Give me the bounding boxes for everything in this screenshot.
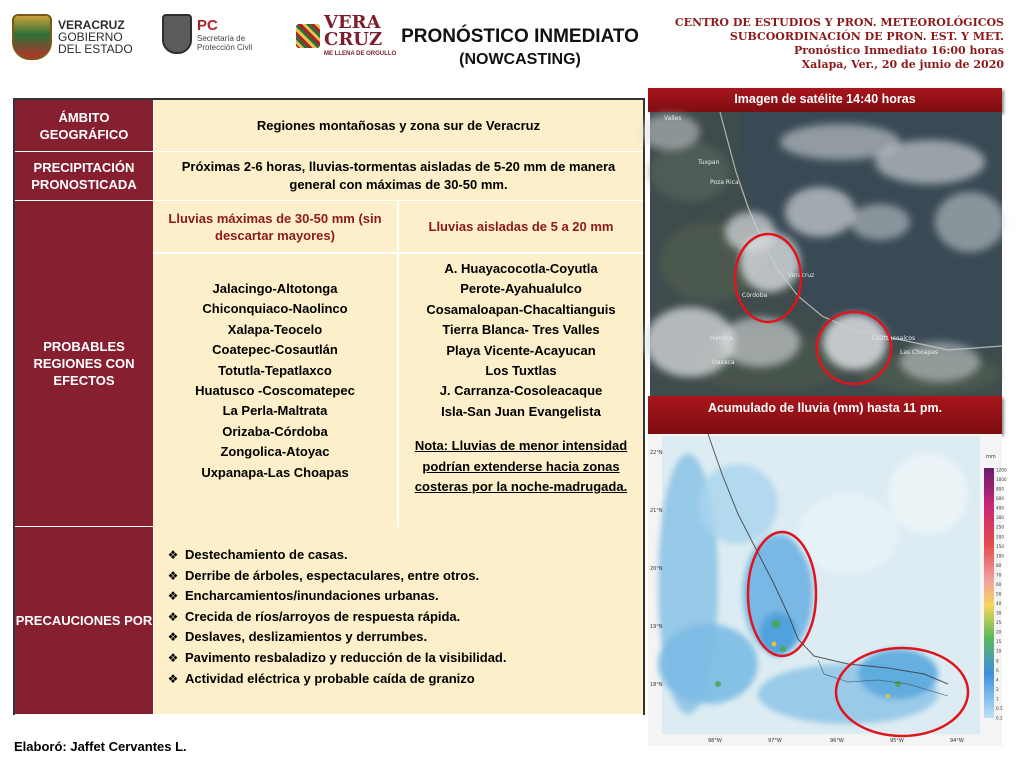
veracruz-orgullo-logo bbox=[296, 14, 396, 57]
y-tick: 19°N bbox=[650, 624, 663, 630]
row-precauciones bbox=[15, 527, 643, 715]
scale-label: 0.5 bbox=[996, 705, 1003, 711]
precaution-item bbox=[166, 566, 643, 587]
list-item: Totutla-Tepatlaxco bbox=[218, 362, 332, 378]
diamond-bullet-icon: ❖ bbox=[167, 548, 179, 562]
precaution-text: Actividad eléctrica y probable caída de granizo bbox=[185, 670, 475, 686]
color-scale bbox=[984, 468, 994, 718]
author-credit: Elaboró: Jaffet Cervantes L. bbox=[14, 739, 187, 754]
list-item: A. Huayacocotla-Coyutla bbox=[444, 261, 598, 276]
precaution-item bbox=[166, 669, 643, 690]
pc-line2: Protección Civil bbox=[197, 42, 253, 52]
list-item: Zongolica-Atoyac bbox=[220, 444, 330, 460]
pc-line1: Secretaría de bbox=[197, 33, 246, 43]
precaution-item bbox=[166, 627, 643, 648]
col-a-header: Lluvias máximas de 30-50 mm (sin descartar mayores) bbox=[153, 201, 397, 253]
x-tick: 97°W bbox=[768, 738, 782, 744]
forecast-table bbox=[13, 98, 645, 715]
precaution-item bbox=[166, 607, 643, 628]
scale-label: 50 bbox=[996, 591, 1002, 597]
map-label: Las Choapas bbox=[900, 349, 939, 356]
y-tick: 22°N bbox=[650, 450, 663, 456]
map-label: Heroica bbox=[710, 335, 733, 342]
diamond-bullet-icon: ❖ bbox=[167, 609, 179, 624]
ambito-label: ÁMBITO GEOGRÁFICO bbox=[15, 100, 153, 151]
precip-label: PRECIPITACIÓN PRONOSTICADA bbox=[15, 152, 153, 200]
row-regiones bbox=[15, 201, 643, 527]
x-tick: 98°W bbox=[708, 738, 722, 744]
vc-line2: CRUZ bbox=[324, 29, 383, 50]
col-b-header: Lluvias aisladas de 5 a 20 mm bbox=[398, 201, 643, 253]
list-item: Orizaba-Córdoba bbox=[222, 423, 328, 439]
precaution-item bbox=[166, 586, 643, 607]
row-precipitacion bbox=[15, 152, 643, 201]
list-item: Huatusco -Coscomatepec bbox=[195, 383, 355, 399]
precaution-item bbox=[166, 545, 643, 566]
list-item: J. Carranza-Cosoleacaque bbox=[439, 383, 603, 399]
scale-label: 0.2 bbox=[996, 715, 1003, 721]
map-label: Valles bbox=[664, 115, 682, 122]
list-item: Coatepec-Cosautlán bbox=[212, 342, 338, 358]
satellite-image bbox=[650, 112, 1002, 396]
scale-label: 150 bbox=[996, 543, 1004, 549]
scale-label: 300 bbox=[996, 515, 1004, 521]
diamond-bullet-icon: ❖ bbox=[167, 650, 179, 665]
scale-label: 800 bbox=[996, 486, 1004, 492]
list-item: Los Tuxtlas bbox=[485, 363, 557, 379]
map-label: Poza Rica bbox=[710, 179, 739, 186]
diamond-bullet-icon: ❖ bbox=[167, 568, 179, 583]
scale-unit: mm bbox=[986, 454, 996, 460]
scale-label: 25 bbox=[996, 620, 1002, 626]
accumulated-map-svg bbox=[648, 434, 1007, 746]
list-item: La Perla-Maltrata bbox=[222, 403, 328, 419]
scale-label: 1200 bbox=[996, 467, 1007, 473]
pattern-mark-icon bbox=[296, 24, 320, 48]
precaution-text: Deslaves, deslizamientos y derrumbes. bbox=[185, 629, 428, 645]
diamond-bullet-icon: ❖ bbox=[167, 671, 179, 686]
regiones-label: PROBABLES REGIONES CON EFECTOS bbox=[15, 201, 153, 526]
satellite-map-svg bbox=[650, 112, 1002, 396]
map-label: Oaxaca bbox=[712, 359, 735, 366]
list-item: Isla-San Juan Evangelista bbox=[441, 403, 601, 419]
center-line: CENTRO DE ESTUDIOS Y PRON. METEOROLÓGICOS bbox=[674, 16, 1004, 29]
page-title bbox=[392, 26, 648, 69]
scale-label: 70 bbox=[996, 572, 1002, 578]
scale-label: 1000 bbox=[996, 477, 1007, 483]
list-item: Cosamaloapan-Chacaltianguis bbox=[426, 301, 616, 317]
map-label: Tuxpan bbox=[698, 159, 720, 166]
scale-label: 10 bbox=[996, 648, 1002, 654]
map-label: Córdoba bbox=[742, 292, 768, 299]
diamond-bullet-icon: ❖ bbox=[167, 589, 179, 604]
precauciones-label: PRECAUCIONES POR bbox=[15, 527, 153, 714]
precaution-text: Pavimento resbaladizo y reducción de la visibilidad. bbox=[185, 649, 507, 665]
precaution-text: Encharcamientos/inundaciones urbanas. bbox=[185, 588, 439, 604]
scale-label: 6 bbox=[996, 667, 999, 673]
row-ambito bbox=[15, 100, 643, 152]
precaution-text: Crecida de ríos/arroyos de respuesta rápida. bbox=[185, 608, 461, 624]
precauciones-list bbox=[153, 527, 643, 714]
center-line: SUBCOORDINACIÓN DE PRON. EST. Y MET. bbox=[729, 30, 1004, 43]
satellite-caption: Imagen de satélite 14:40 horas bbox=[648, 88, 1002, 112]
scale-label: 60 bbox=[996, 581, 1002, 587]
scale-label: 400 bbox=[996, 505, 1004, 511]
map-label: Coatzacoalcos bbox=[872, 335, 916, 342]
col-a-list bbox=[153, 254, 397, 527]
scale-label: 20 bbox=[996, 629, 1002, 635]
precaution-text: Destechamiento de casas. bbox=[185, 547, 348, 562]
title-main: PRONÓSTICO INMEDIATO bbox=[401, 26, 639, 47]
scale-label: 4 bbox=[996, 677, 999, 683]
list-item: Xalapa-Teocelo bbox=[227, 321, 323, 337]
center-line: Xalapa, Ver., 20 de junio de 2020 bbox=[801, 58, 1004, 71]
scale-label: 1 bbox=[996, 696, 999, 702]
precaution-text: Derribe de árboles, espectaculares, entre otros. bbox=[185, 567, 480, 583]
y-tick: 20°N bbox=[650, 566, 663, 572]
scale-label: 80 bbox=[996, 562, 1002, 568]
col-b-list bbox=[398, 254, 643, 527]
scale-label: 100 bbox=[996, 553, 1004, 559]
x-tick: 94°W bbox=[950, 738, 964, 744]
title-sub: (NOWCASTING) bbox=[459, 51, 581, 68]
accumulated-rain-map bbox=[648, 434, 1007, 746]
scale-label: 8 bbox=[996, 658, 999, 664]
scale-label: 2 bbox=[996, 686, 999, 692]
vc-tagline: ME LLENA DE ORGULLO bbox=[324, 51, 397, 57]
proteccion-civil-logo bbox=[162, 14, 252, 54]
x-tick: 96°W bbox=[830, 738, 844, 744]
list-item: Chiconquiaco-Naolinco bbox=[202, 301, 348, 317]
list-item: Perote-Ayahualulco bbox=[460, 281, 582, 297]
scale-label: 15 bbox=[996, 639, 1002, 645]
scale-label: 250 bbox=[996, 524, 1004, 530]
scale-label: 600 bbox=[996, 496, 1004, 502]
state-shield-icon bbox=[12, 14, 52, 60]
scale-label: 200 bbox=[996, 534, 1004, 540]
list-item: Tierra Blanca- Tres Valles bbox=[442, 322, 600, 338]
logo-veracruz-line1: VERACRUZ bbox=[58, 18, 125, 32]
list-item: Uxpanapa-Las Choapas bbox=[201, 464, 349, 480]
list-item: Jalacingo-Altotonga bbox=[212, 281, 338, 296]
veracruz-gobierno-logo bbox=[12, 14, 133, 60]
map-label: Veracruz bbox=[788, 272, 815, 279]
extension-note: Nota: Lluvias de menor intensidad podrían extenderse hacia zonas costeras por la noche-madrugada. bbox=[414, 438, 628, 495]
y-tick: 18°N bbox=[650, 682, 663, 688]
list-item: Playa Vicente-Acayucan bbox=[446, 342, 596, 358]
accumulated-caption: Acumulado de lluvia (mm) hasta 11 pm. bbox=[648, 396, 1002, 434]
precaution-item bbox=[166, 648, 643, 669]
y-tick: 21°N bbox=[650, 508, 663, 514]
pc-acronym: PC bbox=[197, 16, 218, 34]
scale-label: 40 bbox=[996, 601, 1002, 607]
ambito-value: Regiones montañosas y zona sur de Veracruz bbox=[153, 100, 643, 151]
scale-label: 30 bbox=[996, 610, 1002, 616]
logo-veracruz-line2: GOBIERNO bbox=[58, 30, 123, 44]
pc-shield-icon bbox=[162, 14, 192, 54]
precip-value: Próximas 2-6 horas, lluvias-tormentas aisladas de 5-20 mm de manera general con máximas de 30-50 mm. bbox=[153, 152, 643, 200]
logo-veracruz-line3: DEL ESTADO bbox=[58, 42, 133, 56]
x-tick: 95°W bbox=[890, 738, 904, 744]
vc-line1: VERA bbox=[324, 12, 381, 33]
center-line: Pronóstico Inmediato 16:00 horas bbox=[793, 44, 1004, 57]
diamond-bullet-icon: ❖ bbox=[167, 630, 179, 645]
issuing-center-info bbox=[675, 16, 1004, 72]
